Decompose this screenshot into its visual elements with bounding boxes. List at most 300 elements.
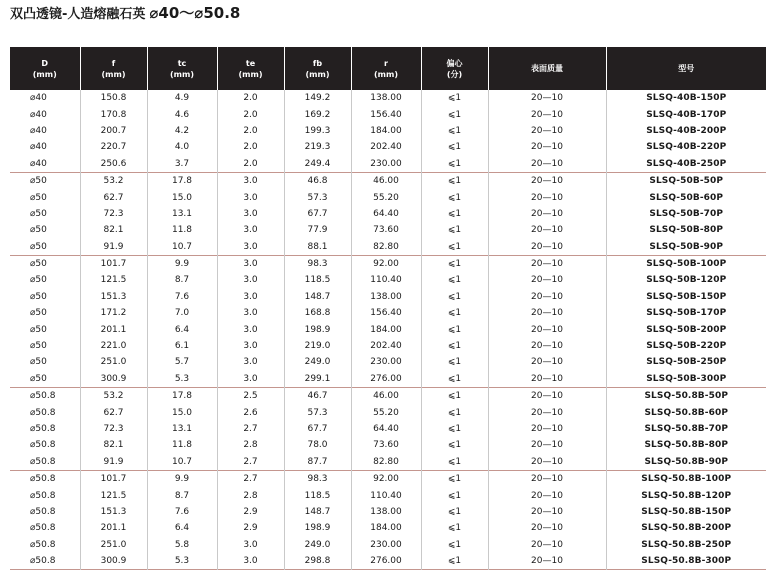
- radius-cell: 230.00: [351, 156, 421, 173]
- back-focal-length-cell: 98.3: [284, 255, 351, 272]
- edge-thickness-cell: 2.7: [217, 421, 284, 437]
- eccentricity-cell: ⩽1: [421, 520, 488, 536]
- surface-quality-cell: 20—10: [488, 106, 606, 122]
- back-focal-length-cell: 118.5: [284, 272, 351, 288]
- eccentricity-cell: ⩽1: [421, 371, 488, 388]
- table-row: [10, 206, 766, 222]
- model-cell: SLSQ-50B-200P: [606, 321, 766, 337]
- diameter-cell: ⌀40: [30, 109, 47, 120]
- edge-thickness-cell: 3.0: [217, 172, 284, 189]
- edge-thickness-cell: 2.7: [217, 454, 284, 471]
- center-thickness-cell: 5.3: [147, 371, 217, 388]
- diameter-cell: ⌀50.8: [30, 456, 56, 467]
- diameter-cell: ⌀50: [30, 341, 47, 352]
- back-focal-length-cell: 148.7: [284, 289, 351, 305]
- diameter-cell: ⌀50.8: [30, 539, 56, 550]
- radius-cell: 92.00: [351, 255, 421, 272]
- edge-thickness-cell: 3.0: [217, 553, 284, 570]
- table-row: [10, 371, 766, 388]
- back-focal-length-cell: 219.0: [284, 338, 351, 354]
- table-row: [10, 454, 766, 471]
- center-thickness-cell: 8.7: [147, 272, 217, 288]
- surface-quality-cell: 20—10: [488, 338, 606, 354]
- edge-thickness-cell: 2.9: [217, 504, 284, 520]
- center-thickness-cell: 4.6: [147, 106, 217, 122]
- back-focal-length-cell: 298.8: [284, 553, 351, 570]
- column-header-name: D: [41, 58, 49, 68]
- edge-thickness-cell: 2.0: [217, 106, 284, 122]
- model-cell: SLSQ-50B-170P: [606, 305, 766, 321]
- center-thickness-cell: 17.8: [147, 388, 217, 405]
- radius-cell: 82.80: [351, 454, 421, 471]
- eccentricity-cell: ⩽1: [421, 206, 488, 222]
- center-thickness-cell: 7.6: [147, 289, 217, 305]
- edge-thickness-cell: 2.0: [217, 139, 284, 155]
- center-thickness-cell: 4.2: [147, 123, 217, 139]
- model-cell: SLSQ-50B-80P: [606, 222, 766, 238]
- edge-thickness-cell: 2.6: [217, 404, 284, 420]
- diameter-cell: ⌀50: [10, 172, 80, 189]
- diameter-cell: ⌀50.8: [10, 470, 80, 487]
- eccentricity-cell: ⩽1: [421, 90, 488, 106]
- center-thickness-cell: 9.9: [147, 470, 217, 487]
- focal-length-cell: 62.7: [80, 189, 147, 205]
- surface-quality-cell: 20—10: [488, 139, 606, 155]
- eccentricity-cell: ⩽1: [421, 123, 488, 139]
- focal-length-cell: 101.7: [80, 255, 147, 272]
- edge-thickness-cell: 3.0: [217, 289, 284, 305]
- edge-thickness-cell: 2.5: [217, 388, 284, 405]
- model-cell: SLSQ-50.8B-200P: [606, 520, 766, 536]
- edge-thickness-cell: 2.9: [217, 520, 284, 536]
- column-header-name: 偏心: [446, 58, 463, 68]
- edge-thickness-cell: 3.0: [217, 255, 284, 272]
- surface-quality-cell: 20—10: [488, 239, 606, 256]
- column-header: [421, 47, 488, 90]
- column-header: [80, 47, 147, 90]
- table-row: [10, 222, 766, 238]
- diameter-cell: ⌀50: [30, 208, 47, 219]
- diameter-cell: ⌀50: [30, 324, 47, 335]
- radius-cell: 156.40: [351, 106, 421, 122]
- radius-cell: 184.00: [351, 321, 421, 337]
- edge-thickness-cell: 2.0: [217, 90, 284, 106]
- column-header-name: tc: [177, 58, 187, 68]
- edge-thickness-cell: 3.0: [217, 222, 284, 238]
- column-header-unit: (mm): [374, 69, 398, 79]
- eccentricity-cell: ⩽1: [421, 338, 488, 354]
- back-focal-length-cell: 199.3: [284, 123, 351, 139]
- radius-cell: 46.00: [351, 388, 421, 405]
- table-row: [10, 338, 766, 354]
- eccentricity-cell: ⩽1: [421, 487, 488, 503]
- surface-quality-cell: 20—10: [488, 553, 606, 570]
- edge-thickness-cell: 2.8: [217, 437, 284, 453]
- table-row: [10, 139, 766, 155]
- back-focal-length-cell: 57.3: [284, 189, 351, 205]
- eccentricity-cell: ⩽1: [421, 106, 488, 122]
- table-row: [10, 421, 766, 437]
- surface-quality-cell: 20—10: [488, 189, 606, 205]
- edge-thickness-cell: 2.0: [217, 156, 284, 173]
- center-thickness-cell: 3.7: [147, 156, 217, 173]
- table-body: [10, 90, 766, 570]
- surface-quality-cell: 20—10: [488, 388, 606, 405]
- radius-cell: 64.40: [351, 206, 421, 222]
- focal-length-cell: 300.9: [80, 553, 147, 570]
- focal-length-cell: 221.0: [80, 338, 147, 354]
- edge-thickness-cell: 3.0: [217, 338, 284, 354]
- model-cell: SLSQ-50B-90P: [606, 239, 766, 256]
- model-cell: SLSQ-40B-150P: [606, 90, 766, 106]
- model-cell: SLSQ-50B-220P: [606, 338, 766, 354]
- eccentricity-cell: ⩽1: [421, 156, 488, 173]
- diameter-cell: ⌀50: [30, 357, 47, 368]
- diameter-cell: ⌀50: [30, 291, 47, 302]
- radius-cell: 202.40: [351, 139, 421, 155]
- model-cell: SLSQ-50B-100P: [606, 255, 766, 272]
- focal-length-cell: 201.1: [80, 520, 147, 536]
- back-focal-length-cell: 249.0: [284, 354, 351, 370]
- edge-thickness-cell: 3.0: [217, 206, 284, 222]
- surface-quality-cell: 20—10: [488, 371, 606, 388]
- edge-thickness-cell: 3.0: [217, 272, 284, 288]
- diameter-cell: ⌀50.8: [30, 407, 56, 418]
- model-cell: SLSQ-50B-60P: [606, 189, 766, 205]
- center-thickness-cell: 13.1: [147, 421, 217, 437]
- surface-quality-cell: 20—10: [488, 454, 606, 471]
- radius-cell: 138.00: [351, 90, 421, 106]
- table-row: [10, 553, 766, 570]
- page-title: [10, 2, 240, 24]
- edge-thickness-cell: 3.0: [217, 189, 284, 205]
- surface-quality-cell: 20—10: [488, 90, 606, 106]
- column-header-name: r: [384, 58, 388, 68]
- model-cell: SLSQ-50.8B-70P: [606, 421, 766, 437]
- eccentricity-cell: ⩽1: [421, 421, 488, 437]
- column-header: [284, 47, 351, 90]
- eccentricity-cell: ⩽1: [421, 553, 488, 570]
- table-row: [10, 487, 766, 503]
- diameter-cell: ⌀50.8: [30, 440, 56, 451]
- diameter-cell: ⌀50.8: [30, 424, 56, 434]
- column-header: [606, 47, 766, 90]
- column-header-unit: (mm): [238, 69, 263, 79]
- table-row: [10, 321, 766, 337]
- focal-length-cell: 251.0: [80, 354, 147, 370]
- table-row: [10, 437, 766, 453]
- back-focal-length-cell: 67.7: [284, 206, 351, 222]
- back-focal-length-cell: 169.2: [284, 106, 351, 122]
- diameter-cell: ⌀50.8: [10, 388, 80, 405]
- center-thickness-cell: 7.6: [147, 504, 217, 520]
- model-cell: SLSQ-50.8B-80P: [606, 437, 766, 453]
- surface-quality-cell: 20—10: [488, 222, 606, 238]
- table-row: [10, 106, 766, 122]
- eccentricity-cell: ⩽1: [421, 239, 488, 256]
- title-range: ⌀40～⌀50.8: [149, 4, 241, 22]
- surface-quality-cell: 20—10: [488, 255, 606, 272]
- column-header-unit: (mm): [32, 69, 57, 79]
- diameter-cell: ⌀50: [30, 192, 47, 203]
- model-cell: SLSQ-40B-250P: [606, 156, 766, 173]
- focal-length-cell: 91.9: [80, 239, 147, 256]
- table-row: [10, 305, 766, 321]
- center-thickness-cell: 4.9: [147, 90, 217, 106]
- table-row: [10, 404, 766, 420]
- focal-length-cell: 53.2: [80, 388, 147, 405]
- center-thickness-cell: 6.4: [147, 321, 217, 337]
- table-row: [10, 272, 766, 288]
- back-focal-length-cell: 46.8: [284, 172, 351, 189]
- center-thickness-cell: 8.7: [147, 487, 217, 503]
- back-focal-length-cell: 299.1: [284, 371, 351, 388]
- surface-quality-cell: 20—10: [488, 404, 606, 420]
- back-focal-length-cell: 67.7: [284, 421, 351, 437]
- column-header-unit: (分): [446, 69, 463, 79]
- diameter-cell: ⌀50: [30, 225, 47, 236]
- center-thickness-cell: 6.4: [147, 520, 217, 536]
- radius-cell: 230.00: [351, 354, 421, 370]
- column-header-name: f: [111, 58, 116, 68]
- back-focal-length-cell: 148.7: [284, 504, 351, 520]
- focal-length-cell: 150.8: [80, 90, 147, 106]
- edge-thickness-cell: 3.0: [217, 537, 284, 553]
- radius-cell: 276.00: [351, 553, 421, 570]
- diameter-cell: ⌀50: [10, 255, 80, 272]
- back-focal-length-cell: 98.3: [284, 470, 351, 487]
- edge-thickness-cell: 3.0: [217, 305, 284, 321]
- center-thickness-cell: 15.0: [147, 404, 217, 420]
- eccentricity-cell: ⩽1: [421, 272, 488, 288]
- column-header-unit: (mm): [170, 69, 194, 79]
- column-header: [488, 47, 606, 90]
- center-thickness-cell: 5.3: [147, 553, 217, 570]
- eccentricity-cell: ⩽1: [421, 139, 488, 155]
- surface-quality-cell: 20—10: [488, 470, 606, 487]
- eccentricity-cell: ⩽1: [421, 289, 488, 305]
- lens-spec-table: [10, 47, 766, 570]
- model-cell: SLSQ-40B-220P: [606, 139, 766, 155]
- table-row: [10, 289, 766, 305]
- focal-length-cell: 72.3: [80, 421, 147, 437]
- column-header-name: 型号: [678, 64, 695, 73]
- diameter-cell: ⌀50.8: [30, 523, 56, 534]
- model-cell: SLSQ-50.8B-60P: [606, 404, 766, 420]
- surface-quality-cell: 20—10: [488, 289, 606, 305]
- focal-length-cell: 220.7: [80, 139, 147, 155]
- edge-thickness-cell: 2.0: [217, 123, 284, 139]
- surface-quality-cell: 20—10: [488, 504, 606, 520]
- diameter-cell: ⌀40: [30, 142, 47, 153]
- eccentricity-cell: ⩽1: [421, 504, 488, 520]
- radius-cell: 230.00: [351, 537, 421, 553]
- focal-length-cell: 82.1: [80, 437, 147, 453]
- back-focal-length-cell: 198.9: [284, 321, 351, 337]
- focal-length-cell: 91.9: [80, 454, 147, 471]
- radius-cell: 138.00: [351, 289, 421, 305]
- table-row: [10, 239, 766, 256]
- column-header-name: te: [245, 58, 256, 68]
- column-header: [351, 47, 421, 90]
- surface-quality-cell: 20—10: [488, 520, 606, 536]
- radius-cell: 138.00: [351, 504, 421, 520]
- diameter-cell: ⌀40: [30, 158, 47, 169]
- focal-length-cell: 250.6: [80, 156, 147, 173]
- model-cell: SLSQ-50.8B-100P: [606, 470, 766, 487]
- back-focal-length-cell: 219.3: [284, 139, 351, 155]
- edge-thickness-cell: 3.0: [217, 239, 284, 256]
- table-row: [10, 255, 766, 272]
- radius-cell: 156.40: [351, 305, 421, 321]
- column-header: [217, 47, 284, 90]
- column-header-name: 表面质量: [531, 64, 563, 73]
- radius-cell: 82.80: [351, 239, 421, 256]
- edge-thickness-cell: 3.0: [217, 371, 284, 388]
- table-row: [10, 537, 766, 553]
- model-cell: SLSQ-50B-70P: [606, 206, 766, 222]
- surface-quality-cell: 20—10: [488, 421, 606, 437]
- radius-cell: 184.00: [351, 123, 421, 139]
- radius-cell: 92.00: [351, 470, 421, 487]
- model-cell: SLSQ-50B-300P: [606, 371, 766, 388]
- edge-thickness-cell: 3.0: [217, 321, 284, 337]
- edge-thickness-cell: 3.0: [217, 354, 284, 370]
- model-cell: SLSQ-50.8B-150P: [606, 504, 766, 520]
- focal-length-cell: 201.1: [80, 321, 147, 337]
- model-cell: SLSQ-40B-170P: [606, 106, 766, 122]
- table-row: [10, 354, 766, 370]
- radius-cell: 55.20: [351, 404, 421, 420]
- surface-quality-cell: 20—10: [488, 123, 606, 139]
- surface-quality-cell: 20—10: [488, 305, 606, 321]
- focal-length-cell: 72.3: [80, 206, 147, 222]
- model-cell: SLSQ-50.8B-90P: [606, 454, 766, 471]
- model-cell: SLSQ-50.8B-50P: [606, 388, 766, 405]
- back-focal-length-cell: 57.3: [284, 404, 351, 420]
- focal-length-cell: 200.7: [80, 123, 147, 139]
- back-focal-length-cell: 168.8: [284, 305, 351, 321]
- model-cell: SLSQ-50B-250P: [606, 354, 766, 370]
- table-row: [10, 172, 766, 189]
- center-thickness-cell: 5.8: [147, 537, 217, 553]
- edge-thickness-cell: 2.7: [217, 470, 284, 487]
- eccentricity-cell: ⩽1: [421, 321, 488, 337]
- center-thickness-cell: 11.8: [147, 437, 217, 453]
- focal-length-cell: 121.5: [80, 272, 147, 288]
- radius-cell: 276.00: [351, 371, 421, 388]
- diameter-cell: ⌀50.8: [30, 506, 56, 517]
- back-focal-length-cell: 118.5: [284, 487, 351, 503]
- radius-cell: 202.40: [351, 338, 421, 354]
- column-header-unit: (mm): [305, 69, 330, 79]
- radius-cell: 73.60: [351, 437, 421, 453]
- table-row: [10, 388, 766, 405]
- focal-length-cell: 170.8: [80, 106, 147, 122]
- center-thickness-cell: 10.7: [147, 454, 217, 471]
- column-header: [147, 47, 217, 90]
- back-focal-length-cell: 249.0: [284, 537, 351, 553]
- table-header-row: [10, 47, 766, 90]
- radius-cell: 184.00: [351, 520, 421, 536]
- diameter-cell: ⌀40: [30, 93, 47, 104]
- surface-quality-cell: 20—10: [488, 537, 606, 553]
- surface-quality-cell: 20—10: [488, 437, 606, 453]
- focal-length-cell: 101.7: [80, 470, 147, 487]
- surface-quality-cell: 20—10: [488, 206, 606, 222]
- model-cell: SLSQ-40B-200P: [606, 123, 766, 139]
- eccentricity-cell: ⩽1: [421, 437, 488, 453]
- focal-length-cell: 300.9: [80, 371, 147, 388]
- edge-thickness-cell: 2.8: [217, 487, 284, 503]
- back-focal-length-cell: 78.0: [284, 437, 351, 453]
- table-row: [10, 504, 766, 520]
- center-thickness-cell: 9.9: [147, 255, 217, 272]
- center-thickness-cell: 7.0: [147, 305, 217, 321]
- eccentricity-cell: ⩽1: [421, 404, 488, 420]
- focal-length-cell: 151.3: [80, 289, 147, 305]
- diameter-cell: ⌀40: [30, 125, 47, 136]
- diameter-cell: ⌀50: [30, 308, 47, 319]
- focal-length-cell: 121.5: [80, 487, 147, 503]
- model-cell: SLSQ-50.8B-300P: [606, 553, 766, 570]
- column-header: [10, 47, 80, 90]
- eccentricity-cell: ⩽1: [421, 388, 488, 405]
- column-header-unit: (mm): [101, 69, 126, 79]
- focal-length-cell: 82.1: [80, 222, 147, 238]
- center-thickness-cell: 17.8: [147, 172, 217, 189]
- model-cell: SLSQ-50B-50P: [606, 172, 766, 189]
- radius-cell: 73.60: [351, 222, 421, 238]
- focal-length-cell: 171.2: [80, 305, 147, 321]
- center-thickness-cell: 10.7: [147, 239, 217, 256]
- table-row: [10, 470, 766, 487]
- eccentricity-cell: ⩽1: [421, 255, 488, 272]
- surface-quality-cell: 20—10: [488, 272, 606, 288]
- back-focal-length-cell: 149.2: [284, 90, 351, 106]
- radius-cell: 110.40: [351, 487, 421, 503]
- diameter-cell: ⌀50.8: [30, 490, 56, 501]
- eccentricity-cell: ⩽1: [421, 354, 488, 370]
- title-text: 双凸透镜-人造熔融石英: [10, 7, 146, 22]
- model-cell: SLSQ-50.8B-120P: [606, 487, 766, 503]
- back-focal-length-cell: 87.7: [284, 454, 351, 471]
- surface-quality-cell: 20—10: [488, 172, 606, 189]
- focal-length-cell: 151.3: [80, 504, 147, 520]
- radius-cell: 110.40: [351, 272, 421, 288]
- table-row: [10, 520, 766, 536]
- diameter-cell: ⌀50: [30, 373, 47, 384]
- model-cell: SLSQ-50B-120P: [606, 272, 766, 288]
- surface-quality-cell: 20—10: [488, 321, 606, 337]
- eccentricity-cell: ⩽1: [421, 222, 488, 238]
- eccentricity-cell: ⩽1: [421, 189, 488, 205]
- focal-length-cell: 53.2: [80, 172, 147, 189]
- center-thickness-cell: 4.0: [147, 139, 217, 155]
- focal-length-cell: 251.0: [80, 537, 147, 553]
- surface-quality-cell: 20—10: [488, 487, 606, 503]
- center-thickness-cell: 15.0: [147, 189, 217, 205]
- center-thickness-cell: 5.7: [147, 354, 217, 370]
- eccentricity-cell: ⩽1: [421, 454, 488, 471]
- eccentricity-cell: ⩽1: [421, 172, 488, 189]
- column-header-name: fb: [312, 58, 323, 68]
- model-cell: SLSQ-50.8B-250P: [606, 537, 766, 553]
- table-row: [10, 123, 766, 139]
- back-focal-length-cell: 198.9: [284, 520, 351, 536]
- focal-length-cell: 62.7: [80, 404, 147, 420]
- back-focal-length-cell: 77.9: [284, 222, 351, 238]
